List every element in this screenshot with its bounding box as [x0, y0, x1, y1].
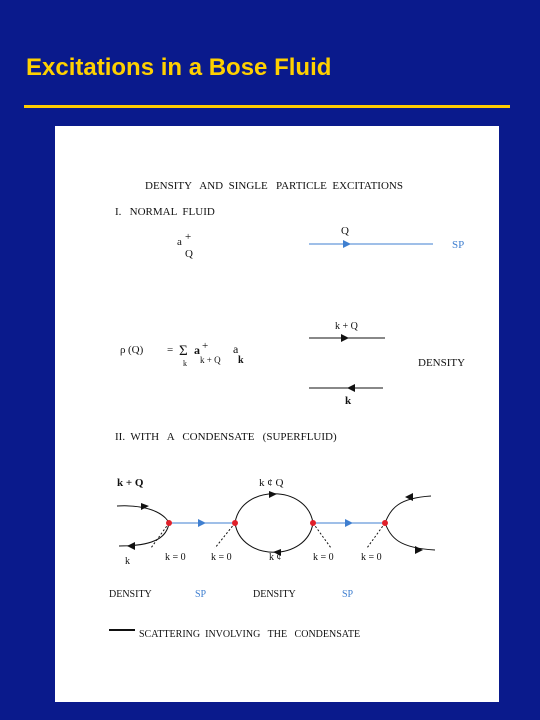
condensate-line-3: [313, 523, 331, 548]
label-k: k: [125, 556, 130, 567]
rho-args: (Q): [128, 344, 144, 356]
sum-symbol: Σ: [179, 343, 188, 359]
right-lower-arrow: [415, 546, 423, 554]
condensate-line-1: [151, 523, 169, 548]
line-label-k-plus-q: k + Q: [335, 321, 358, 332]
label-density-2: DENSITY: [253, 589, 296, 600]
sp-propagator-arrow: [343, 240, 351, 248]
density-label-1: DENSITY: [418, 357, 466, 369]
density-upper-arrow: [341, 334, 349, 342]
condensate-line-2: [215, 523, 235, 548]
line-label-k: k: [345, 395, 352, 407]
legend-text: SCATTERING INVOLVING THE CONDENSATE: [139, 629, 361, 640]
vertex-2: [232, 520, 238, 526]
label-density-1: DENSITY: [109, 589, 152, 600]
label-k-zero-1: k = 0: [165, 552, 186, 563]
slide-title: Excitations in a Bose Fluid: [26, 54, 332, 81]
label-k-plus-q: k + Q: [117, 477, 144, 489]
figure-sheet: [55, 126, 499, 702]
left-outgoing-curve: [119, 523, 169, 546]
bubble-upper-arrow: [269, 491, 277, 498]
vertex-4: [382, 520, 388, 526]
label-kprime: k ¢: [269, 552, 282, 563]
label-sp-1: SP: [195, 589, 207, 600]
density-lower-arrow: [347, 384, 355, 392]
bubble-upper-arc: [235, 494, 313, 523]
sp-label: SP: [452, 239, 465, 251]
label-sp-2: SP: [342, 589, 354, 600]
left-outgoing-arrow: [127, 542, 135, 550]
title-underline: [24, 105, 510, 108]
bubble-lower-arc: [235, 523, 313, 552]
label-kprime-minus-q: k ¢ Q: [259, 477, 284, 489]
line-label-q: Q: [341, 225, 349, 237]
condensate-line-4: [367, 523, 385, 548]
operator-a-sub: k: [238, 355, 244, 366]
operator-a: a: [233, 342, 239, 356]
creation-operator-a: a: [177, 236, 182, 248]
sp-arrow-1: [198, 519, 206, 527]
operator-a-dagger: a: [194, 343, 200, 357]
section-normal-fluid-label: I. NORMAL FLUID: [115, 206, 215, 218]
operator-a-dagger-sup: +: [202, 340, 209, 352]
creation-operator-subscript: Q: [185, 248, 193, 260]
label-k-zero-4: k = 0: [361, 552, 382, 563]
right-lower-curve: [385, 523, 435, 550]
vertex-3: [310, 520, 316, 526]
label-k-zero-3: k = 0: [313, 552, 334, 563]
feynman-diagram-figure: [55, 126, 499, 702]
rho-symbol: ρ: [120, 344, 126, 356]
section-condensate-label: II. WITH A CONDENSATE (SUPERFLUID): [115, 431, 337, 443]
sp-arrow-2: [345, 519, 353, 527]
right-upper-curve: [385, 496, 431, 523]
equals-sign: =: [167, 344, 174, 356]
operator-a-dagger-sub: k + Q: [200, 355, 221, 365]
label-k-zero-2: k = 0: [211, 552, 232, 563]
creation-operator-dagger: +: [185, 231, 192, 243]
vertex-1: [166, 520, 172, 526]
sum-index: k: [183, 359, 187, 368]
figure-heading: DENSITY AND SINGLE PARTICLE EXCITATIONS: [145, 180, 403, 192]
